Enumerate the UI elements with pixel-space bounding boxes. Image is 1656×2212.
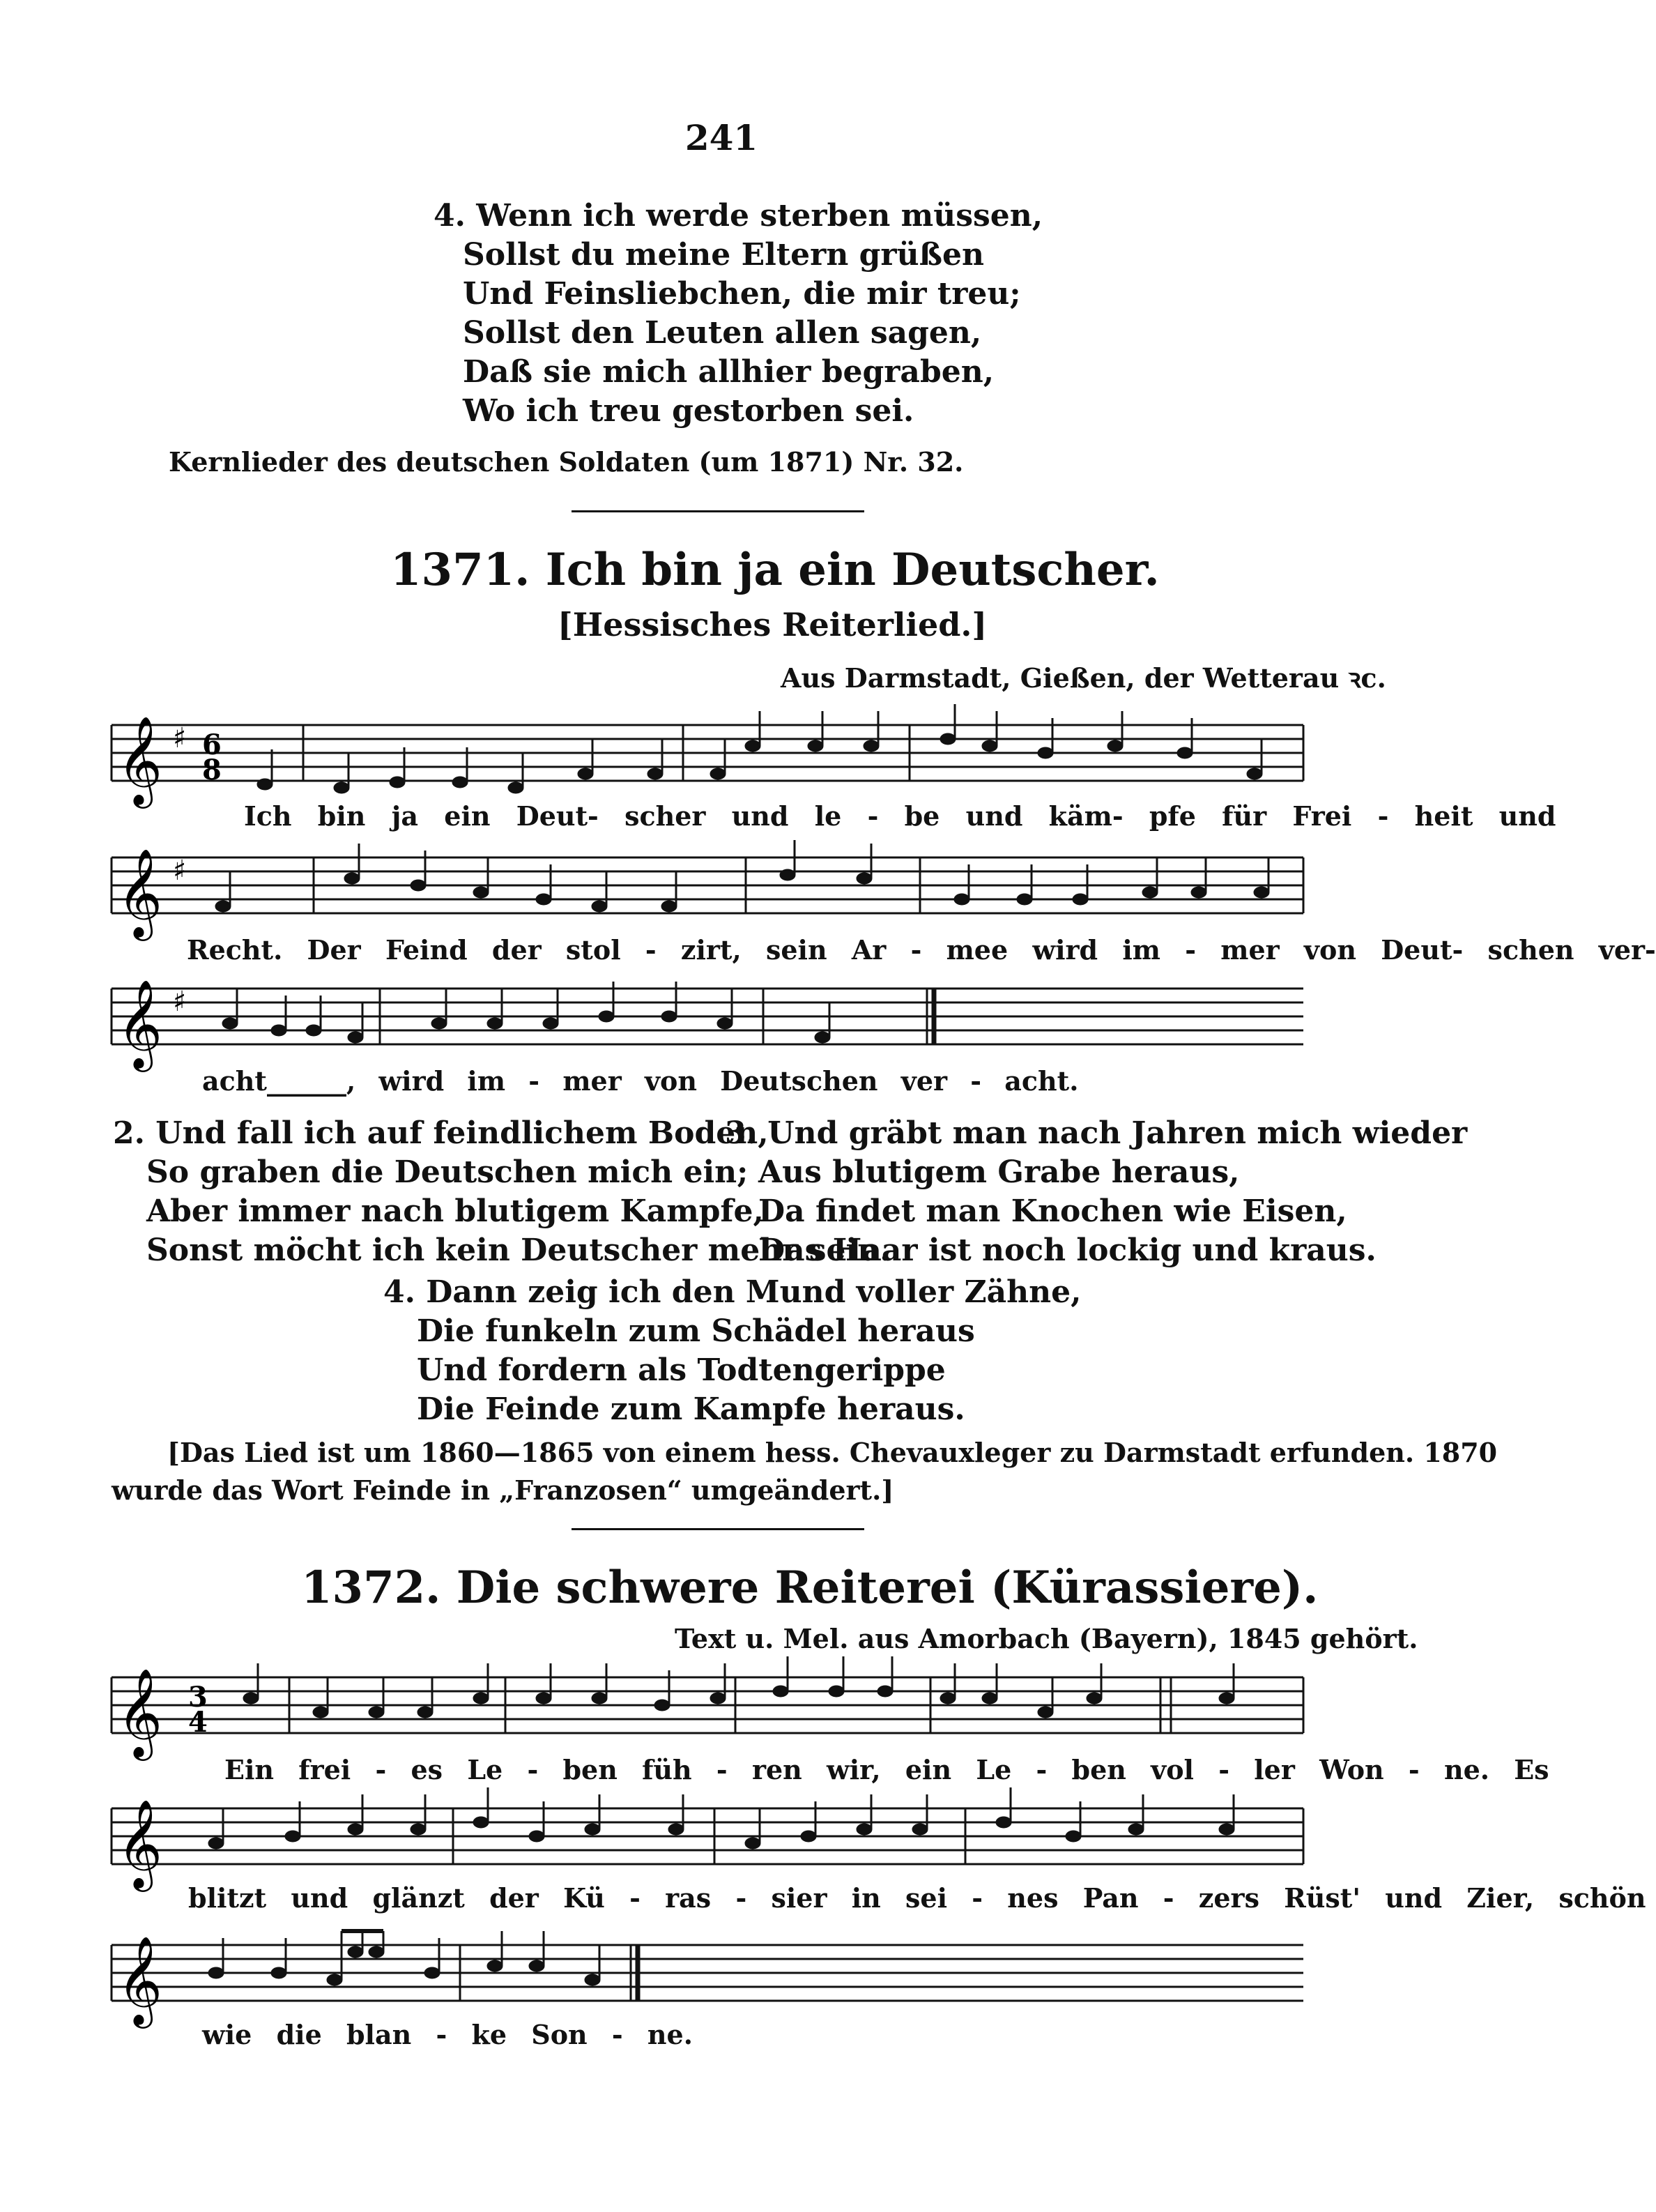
lyric-syllable: mee — [946, 934, 1009, 966]
verse-line: 4. Dann zeig ich den Mund voller Zähne, — [383, 1274, 1082, 1310]
lyric-syllable: Rüst' — [1284, 1882, 1360, 1914]
lyric-syllable: Deut- — [1381, 934, 1464, 966]
lyric-syllable: - — [611, 2019, 623, 2050]
song-title-1371: 1371. Ich bin ja ein Deutscher. — [390, 544, 1160, 596]
treble-clef-icon: 𝄞 — [117, 1799, 163, 1888]
lyric-syllable: glänzt — [372, 1882, 465, 1914]
lyric-syllable: sei — [905, 1882, 948, 1914]
lyric-syllable: ne. — [1443, 1754, 1489, 1785]
lyric-syllable: - — [867, 800, 879, 832]
lyric-syllable: ras — [665, 1882, 712, 1914]
lyrics-line-1 — [244, 800, 1556, 832]
lyric-syllable: Son — [531, 2019, 588, 2050]
lyric-syllable: - — [735, 1882, 747, 1914]
song-1371-verse-3 — [725, 1114, 1467, 1270]
lyric-syllable: von — [644, 1065, 698, 1097]
lyrics-line-4 — [224, 1754, 1549, 1785]
lyric-syllable: ein — [905, 1754, 952, 1785]
music-staff-3 — [112, 968, 1310, 1079]
sharp-icon: ♯ — [173, 854, 187, 887]
verse-line: Da findet man Knochen wie Eisen, — [758, 1193, 1347, 1229]
verse-line: Und fordern als Todtengerippe — [417, 1352, 946, 1388]
lyric-syllable: und — [1385, 1882, 1443, 1914]
lyric-syllable: Won — [1319, 1754, 1384, 1785]
lyric-syllable: - — [527, 1754, 539, 1785]
lyric-syllable: - — [1377, 800, 1389, 832]
lyric-syllable: - — [716, 1754, 728, 1785]
lyric-syllable: - — [436, 2019, 447, 2050]
lyric-syllable: schen — [1487, 934, 1574, 966]
verse-line: 3. Und gräbt man nach Jahren mich wieder — [725, 1115, 1468, 1151]
lyric-syllable: frei — [298, 1754, 351, 1785]
lyric-syllable: ver- — [1598, 934, 1656, 966]
music-staff-2 — [112, 837, 1310, 948]
section-divider — [572, 510, 864, 512]
lyric-syllable: käm- — [1048, 800, 1124, 832]
lyric-syllable: - — [972, 1882, 983, 1914]
verse-line: Das Haar ist noch lockig und kraus. — [758, 1233, 1377, 1268]
prev-song-verse-4 — [434, 197, 1043, 431]
lyric-syllable: mer — [562, 1065, 622, 1097]
verse-line: Aus blutigem Grabe heraus, — [758, 1154, 1240, 1190]
treble-clef-icon: 𝄞 — [117, 715, 163, 804]
lyric-syllable: Der — [307, 934, 361, 966]
lyric-syllable: schön — [1558, 1882, 1646, 1914]
lyric-syllable: zirt, — [680, 934, 742, 966]
verse-line: Aber immer nach blutigem Kampfe, — [146, 1193, 764, 1229]
lyric-syllable: - — [970, 1065, 982, 1097]
verse-line: Die funkeln zum Schädel heraus — [417, 1313, 975, 1349]
editorial-note-line-1: [Das Lied ist um 1860—1865 von einem hess. Chevauxleger zu Darmstadt erfunden. 1870 — [167, 1437, 1498, 1468]
verse-line: Daß sie mich allhier begraben, — [463, 354, 995, 390]
lyric-syllable: zers — [1198, 1882, 1259, 1914]
lyric-syllable: sier — [771, 1882, 827, 1914]
lyric-syllable: Le — [467, 1754, 503, 1785]
lyric-syllable: - — [528, 1065, 540, 1097]
song-subtitle-1371: [Hessisches Reiterlied.] — [558, 606, 988, 643]
lyric-syllable: blan — [346, 2019, 412, 2050]
lyric-syllable: - — [1218, 1754, 1230, 1785]
verse-line: Wo ich treu gestorben sei. — [463, 393, 914, 429]
prev-song-source: Kernlieder des deutschen Soldaten (um 1871) Nr. 32. — [169, 446, 964, 478]
lyric-syllable: und — [965, 800, 1023, 832]
lyric-syllable: wir, — [827, 1754, 881, 1785]
lyric-syllable: ben — [562, 1754, 618, 1785]
lyric-syllable: der — [489, 1882, 539, 1914]
lyric-syllable: le — [814, 800, 842, 832]
lyric-syllable: Frei — [1292, 800, 1352, 832]
verse-line: Sollst den Leuten allen sagen, — [463, 315, 982, 351]
lyric-syllable: ver — [900, 1065, 948, 1097]
lyric-syllable: - — [910, 934, 922, 966]
lyric-syllable: Ar — [851, 934, 887, 966]
lyric-syllable: - — [375, 1754, 387, 1785]
time-signature-top: 3 — [188, 1681, 208, 1714]
lyric-syllable: - — [1163, 1882, 1174, 1914]
lyric-syllable: Deutschen — [720, 1065, 878, 1097]
verse-line: Und Feinsliebchen, die mir treu; — [463, 276, 1021, 312]
lyric-syllable: Ein — [224, 1754, 275, 1785]
lyric-syllable: - — [1036, 1754, 1048, 1785]
lyric-syllable: ren — [751, 1754, 802, 1785]
lyric-syllable: - — [645, 934, 657, 966]
lyric-syllable: Le — [976, 1754, 1012, 1785]
lyric-syllable: Zier, — [1466, 1882, 1535, 1914]
lyric-syllable: wie — [202, 2019, 252, 2050]
lyric-syllable: scher — [624, 800, 706, 832]
lyric-syllable: Es — [1514, 1754, 1549, 1785]
lyric-syllable: von — [1303, 934, 1356, 966]
lyric-syllable: es — [411, 1754, 443, 1785]
lyric-syllable: ______, — [266, 1065, 356, 1097]
lyric-syllable: ja — [391, 800, 419, 832]
time-signature-top: 6 — [202, 729, 222, 761]
lyric-syllable: Ich — [244, 800, 292, 832]
song-1371-verse-4 — [383, 1273, 1081, 1429]
lyric-syllable: acht. — [1004, 1065, 1079, 1097]
lyric-syllable: pfe — [1149, 800, 1196, 832]
lyric-syllable: in — [851, 1882, 881, 1914]
music-staff-1 — [112, 704, 1310, 816]
verse-line: 4. Wenn ich werde sterben müssen, — [434, 198, 1043, 234]
music-staff-4 — [112, 1656, 1310, 1768]
lyric-syllable: bin — [317, 800, 366, 832]
lyric-syllable: Pan — [1082, 1882, 1139, 1914]
lyric-syllable: ne. — [647, 2019, 693, 2050]
time-signature-bottom: 8 — [202, 754, 222, 786]
lyric-syllable: Deut- — [516, 800, 599, 832]
sharp-icon: ♯ — [173, 985, 187, 1018]
lyric-syllable: acht — [202, 1065, 267, 1097]
lyric-syllable: mer — [1220, 934, 1280, 966]
lyric-syllable: und — [731, 800, 789, 832]
lyrics-line-5 — [188, 1882, 1646, 1914]
lyric-syllable: ben — [1071, 1754, 1126, 1785]
verse-line: Sollst du meine Eltern grüßen — [463, 237, 985, 273]
verse-line: 2. Und fall ich auf feindlichem Boden, — [113, 1115, 769, 1151]
lyric-syllable: ler — [1254, 1754, 1295, 1785]
lyric-syllable: Feind — [385, 934, 468, 966]
lyric-syllable: ke — [471, 2019, 507, 2050]
time-signature-bottom: 4 — [188, 1706, 208, 1739]
lyric-syllable: be — [904, 800, 940, 832]
verse-line: So graben die Deutschen mich ein; — [146, 1154, 749, 1190]
lyric-syllable: und — [1498, 800, 1556, 832]
lyric-syllable: wird — [378, 1065, 445, 1097]
notes-staff-5 — [209, 1787, 1234, 1848]
lyric-syllable: - — [629, 1882, 641, 1914]
notes-staff-3 — [223, 982, 829, 1042]
lyric-syllable: und — [291, 1882, 348, 1914]
verse-line: Sonst möcht ich kein Deutscher mehr sein. — [146, 1233, 891, 1268]
lyric-syllable: Recht. — [187, 934, 283, 966]
lyric-syllable: - — [1408, 1754, 1420, 1785]
lyric-syllable: - — [1185, 934, 1197, 966]
song-origin-1371: Aus Darmstadt, Gießen, der Wetterau ꝛc. — [781, 662, 1386, 694]
editorial-note-line-2: wurde das Wort Feinde in „Franzosen“ umgeändert.] — [112, 1474, 894, 1506]
lyric-syllable: blitzt — [188, 1882, 267, 1914]
lyric-syllable: sein — [765, 934, 827, 966]
section-divider — [572, 1528, 864, 1530]
page-number: 241 — [684, 117, 758, 158]
lyric-syllable: für — [1222, 800, 1267, 832]
lyrics-line-6 — [202, 2019, 693, 2050]
song-title-1372: 1372. Die schwere Reiterei (Kürassiere). — [301, 1562, 1319, 1614]
treble-clef-icon: 𝄞 — [117, 1935, 163, 2024]
lyric-syllable: die — [276, 2019, 322, 2050]
sharp-icon: ♯ — [173, 722, 187, 754]
lyrics-line-2 — [187, 934, 1656, 966]
notes-staff-4 — [244, 1656, 1234, 1717]
lyric-syllable: ein — [444, 800, 491, 832]
notes-staff-2 — [216, 840, 1268, 911]
treble-clef-icon: 𝄞 — [117, 979, 163, 1068]
lyric-syllable: füh — [642, 1754, 692, 1785]
song-origin-1372: Text u. Mel. aus Amorbach (Bayern), 1845 gehört. — [675, 1623, 1418, 1654]
lyric-syllable: Kü — [563, 1882, 605, 1914]
treble-clef-icon: 𝄞 — [117, 848, 163, 937]
lyric-syllable: wird — [1032, 934, 1098, 966]
lyric-syllable: nes — [1007, 1882, 1059, 1914]
lyrics-line-3 — [202, 1065, 1078, 1097]
lyric-syllable: heit — [1414, 800, 1473, 832]
lyric-syllable: im — [1122, 934, 1161, 966]
lyric-syllable: stol — [565, 934, 621, 966]
lyric-syllable: vol — [1151, 1754, 1194, 1785]
lyric-syllable: der — [491, 934, 542, 966]
lyric-syllable: im — [467, 1065, 506, 1097]
verse-line: Die Feinde zum Kampfe heraus. — [417, 1391, 965, 1427]
notes-staff-1 — [258, 704, 1262, 793]
treble-clef-icon: 𝄞 — [117, 1668, 163, 1757]
